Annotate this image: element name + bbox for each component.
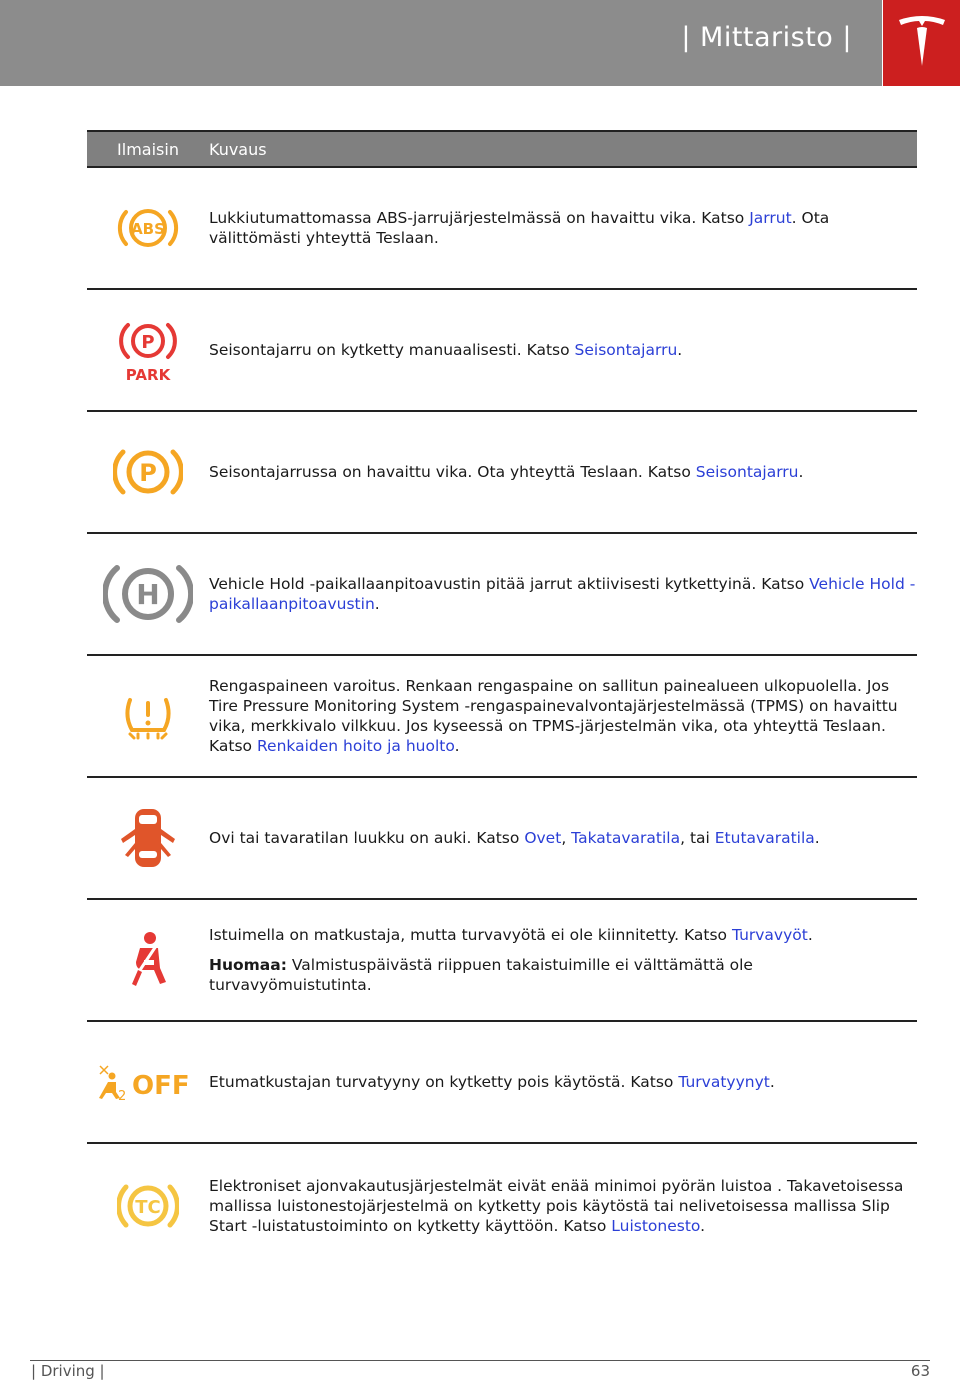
link-etutavaratila[interactable]: Etutavaratila [714, 829, 815, 847]
tesla-logo-icon [897, 14, 947, 70]
link-seisontajarru[interactable]: Seisontajarru [574, 341, 678, 359]
col-indicator-header: Ilmaisin [87, 131, 209, 167]
table-row [87, 411, 917, 533]
description-cell: Rengaspaineen varoitus. Renkaan rengaspaine on sallitun painealueen ulkopuolella. Jos Tire Pressure Monitoring System -rengaspainevalvontajärjestelmässä (TPMS) on havaittu vika, merkkivalo vilkkuu. Jos kyseessä on TPMS-järjestelmän vika, ota yhteyttä Teslaan. Katso Renkaiden hoito ja huolto. [209, 655, 917, 777]
svg-text:2: 2 [118, 1089, 127, 1102]
table-header-row [87, 131, 917, 167]
abs-warning-icon [117, 202, 179, 254]
description-cell: Elektroniset ajonvakautusjärjestelmät eivät enää minimoi pyörän luistoa . Takavetoisessa mallissa luistonestojärjestelmä on kytketty pois käytöstä tai nelivetoisessa mallissa Slip Start -luistatustoiminto on kytketty käyttöön. Katso Luistonesto. [209, 1176, 904, 1235]
link-luistonesto[interactable]: Luistonesto [611, 1216, 701, 1235]
table-row [87, 777, 917, 899]
seatbelt-icon [122, 930, 174, 990]
footer-chapter: | Driving | [31, 1362, 105, 1380]
link-vehicle-hold[interactable]: Vehicle Hold -paikallaanpitoavustin [209, 575, 916, 613]
parking-brake-fault-icon [113, 442, 183, 502]
description-cell: Ovi tai tavaratilan luukku on auki. Katso Ovet, Takatavaratila, tai Etutavaratila. [209, 777, 917, 899]
description-cell: Istuimella on matkustaja, mutta turvavyötä ei ole kiinnitetty. Katso Turvavyöt. Huomaa: Valmistuspäivästä riippuen takaistuimille ei välttämättä ole turvavyömuistutinta. [209, 899, 917, 1021]
vehicle-hold-icon [103, 560, 193, 628]
tc-label: TC [135, 1196, 161, 1218]
svg-text:H: H [136, 578, 160, 611]
svg-text:ABS: ABS [131, 220, 165, 238]
note: Huomaa: Valmistuspäivästä riippuen takaistuimille ei välttämättä ole turvavyömuistutinta. [209, 956, 753, 994]
tire-pressure-icon [122, 690, 174, 742]
door-open-icon [115, 805, 181, 871]
airbag-off-label: OFF [132, 1071, 190, 1101]
col-description-header: Kuvaus [209, 131, 917, 167]
park-label: PARK [125, 366, 171, 383]
indicator-table [87, 130, 917, 1267]
description-cell: Lukkiutumattomassa ABS-jarrujärjestelmässä on havaittu vika. Katso Jarrut. Ota välittömästi yhteyttä Teslaan. [209, 167, 917, 289]
svg-text:P: P [139, 459, 157, 487]
table-row [87, 1143, 917, 1267]
link-renkaiden-hoito[interactable]: Renkaiden hoito ja huolto [256, 737, 455, 755]
link-jarrut[interactable]: Jarrut [749, 209, 792, 227]
link-takatavaratila[interactable]: Takatavaratila [571, 829, 681, 847]
footer-divider [30, 1360, 930, 1361]
airbag-off-icon [96, 1062, 200, 1102]
page-number: 63 [910, 1362, 930, 1380]
link-turvatyynyt[interactable]: Turvatyynyt [678, 1073, 770, 1091]
link-seisontajarru-2[interactable]: Seisontajarru [695, 463, 799, 481]
section-title: | Mittaristo | [681, 22, 852, 53]
table-row [87, 655, 917, 777]
description-cell: Etumatkustajan turvatyyny on kytketty pois käytöstä. Katso Turvatyynyt. [209, 1021, 917, 1143]
traction-control-off-icon [117, 1175, 179, 1237]
note-label: Huomaa: [209, 956, 287, 974]
table-row [87, 289, 917, 411]
table-row [87, 167, 917, 289]
svg-text:P: P [141, 332, 155, 353]
table-row [87, 1021, 917, 1143]
logo-box [883, 0, 960, 86]
table-row [87, 533, 917, 655]
description-cell: Seisontajarrussa on havaittu vika. Ota yhteyttä Teslaan. Katso Seisontajarru. [209, 411, 917, 533]
description-cell: Vehicle Hold -paikallaanpitoavustin pitää jarrut aktiivisesti kytkettyinä. Katso Vehicle Hold -paikallaanpitoavustin. [209, 533, 917, 655]
link-turvavyot[interactable]: Turvavyöt [731, 926, 808, 944]
link-ovet[interactable]: Ovet [524, 829, 562, 847]
parking-brake-icon [117, 317, 179, 383]
description-cell: Seisontajarru on kytketty manuaalisesti. Katso Seisontajarru. [209, 289, 917, 411]
table-row [87, 899, 917, 1021]
